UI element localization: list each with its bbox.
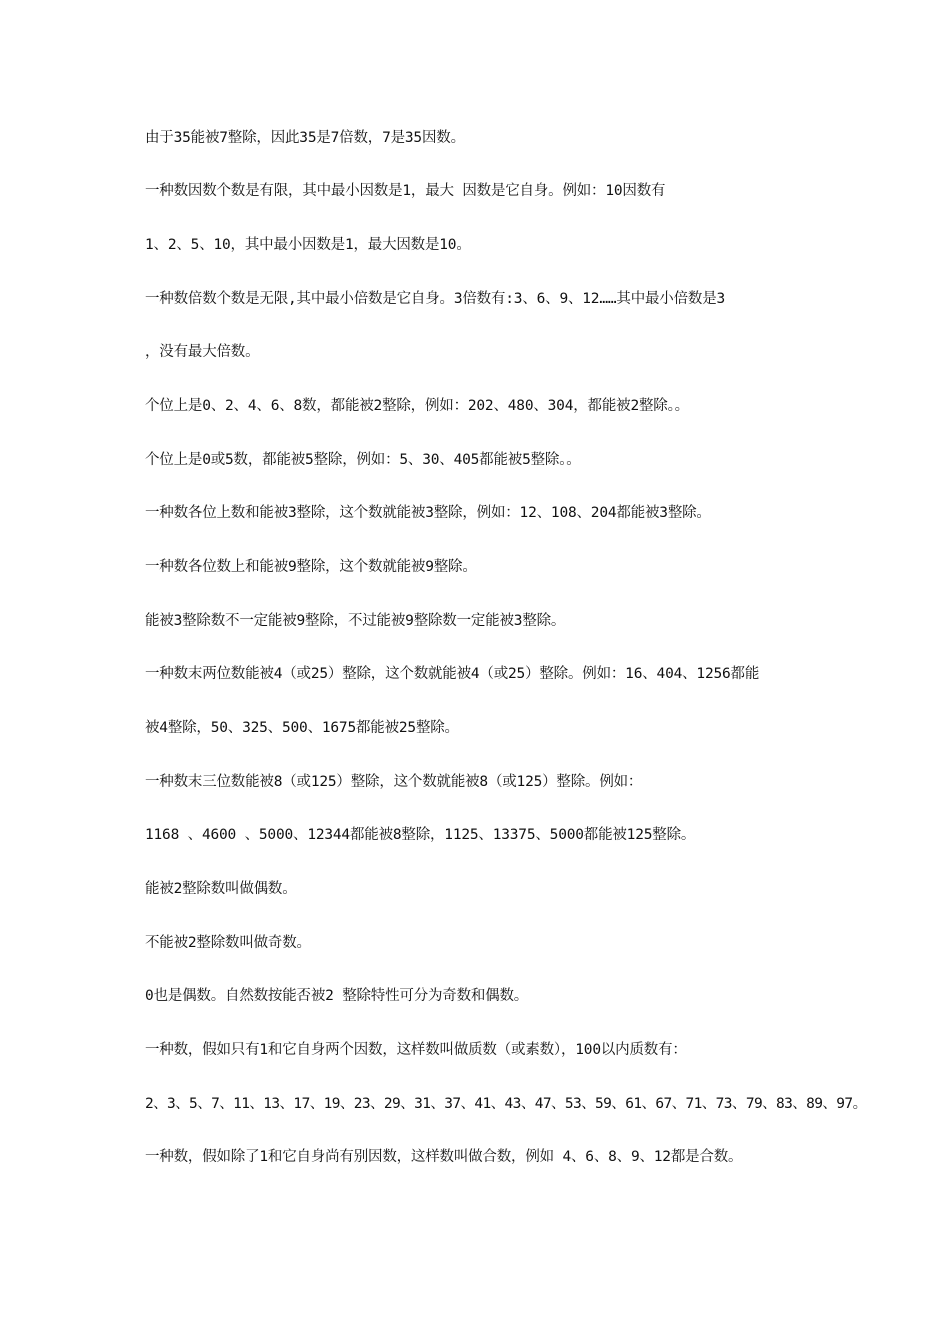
text-line: 一种数因数个数是有限，其中最小因数是1，最大 因数是它自身。例如：10因数有 xyxy=(145,183,666,199)
text-line: 被4整除，50、325、500、1675都能被25整除。 xyxy=(145,720,459,736)
text-line: 一种数各位上数和能被3整除，这个数就能被3整除，例如：12、108、204都能被3整除。 xyxy=(145,505,711,521)
text-line: 1、2、5、10，其中最小因数是1，最大因数是10。 xyxy=(145,237,471,253)
text-line: 1168 、4600 、5000、12344都能被8整除，1125、13375、5000都能被125整除。 xyxy=(145,827,696,843)
text-line: 一种数各位数上和能被9整除，这个数就能被9整除。 xyxy=(145,559,477,575)
text-line: 一种数倍数个数是无限,其中最小倍数是它自身。3倍数有:3、6、9、12……其中最小倍数是3 xyxy=(145,291,726,307)
text-line: 2、3、5、7、11、13、17、19、23、29、31、37、41、43、47、53、59、61、67、71、73、79、83、89、97。 xyxy=(145,1096,867,1112)
text-line: 0也是偶数。自然数按能否被2 整除特性可分为奇数和偶数。 xyxy=(145,988,529,1004)
text-line: 一种数末两位数能被4（或25）整除，这个数就能被4（或25）整除。例如：16、404、1256都能 xyxy=(145,666,760,682)
text-line: ，没有最大倍数。 xyxy=(145,344,260,360)
text-line: 个位上是0、2、4、6、8数，都能被2整除，例如：202、480、304，都能被2整除。。 xyxy=(145,398,689,414)
text-line: 一种数，假如只有1和它自身两个因数，这样数叫做质数（或素数），100以内质数有： xyxy=(145,1042,687,1058)
text-line: 一种数，假如除了1和它自身尚有别因数，这样数叫做合数，例如 4、6、8、9、12都是合数。 xyxy=(145,1149,743,1165)
text-line: 由于35能被7整除，因此35是7倍数，7是35因数。 xyxy=(145,130,465,146)
text-line: 能被2整除数叫做偶数。 xyxy=(145,881,297,897)
text-line: 一种数末三位数能被8（或125）整除，这个数就能被8（或125）整除。例如： xyxy=(145,774,643,790)
text-line: 不能被2整除数叫做奇数。 xyxy=(145,935,311,951)
text-line: 能被3整除数不一定能被9整除，不过能被9整除数一定能被3整除。 xyxy=(145,613,566,629)
text-line: 个位上是0或5数，都能被5整除，例如：5、30、405都能被5整除。。 xyxy=(145,452,581,468)
